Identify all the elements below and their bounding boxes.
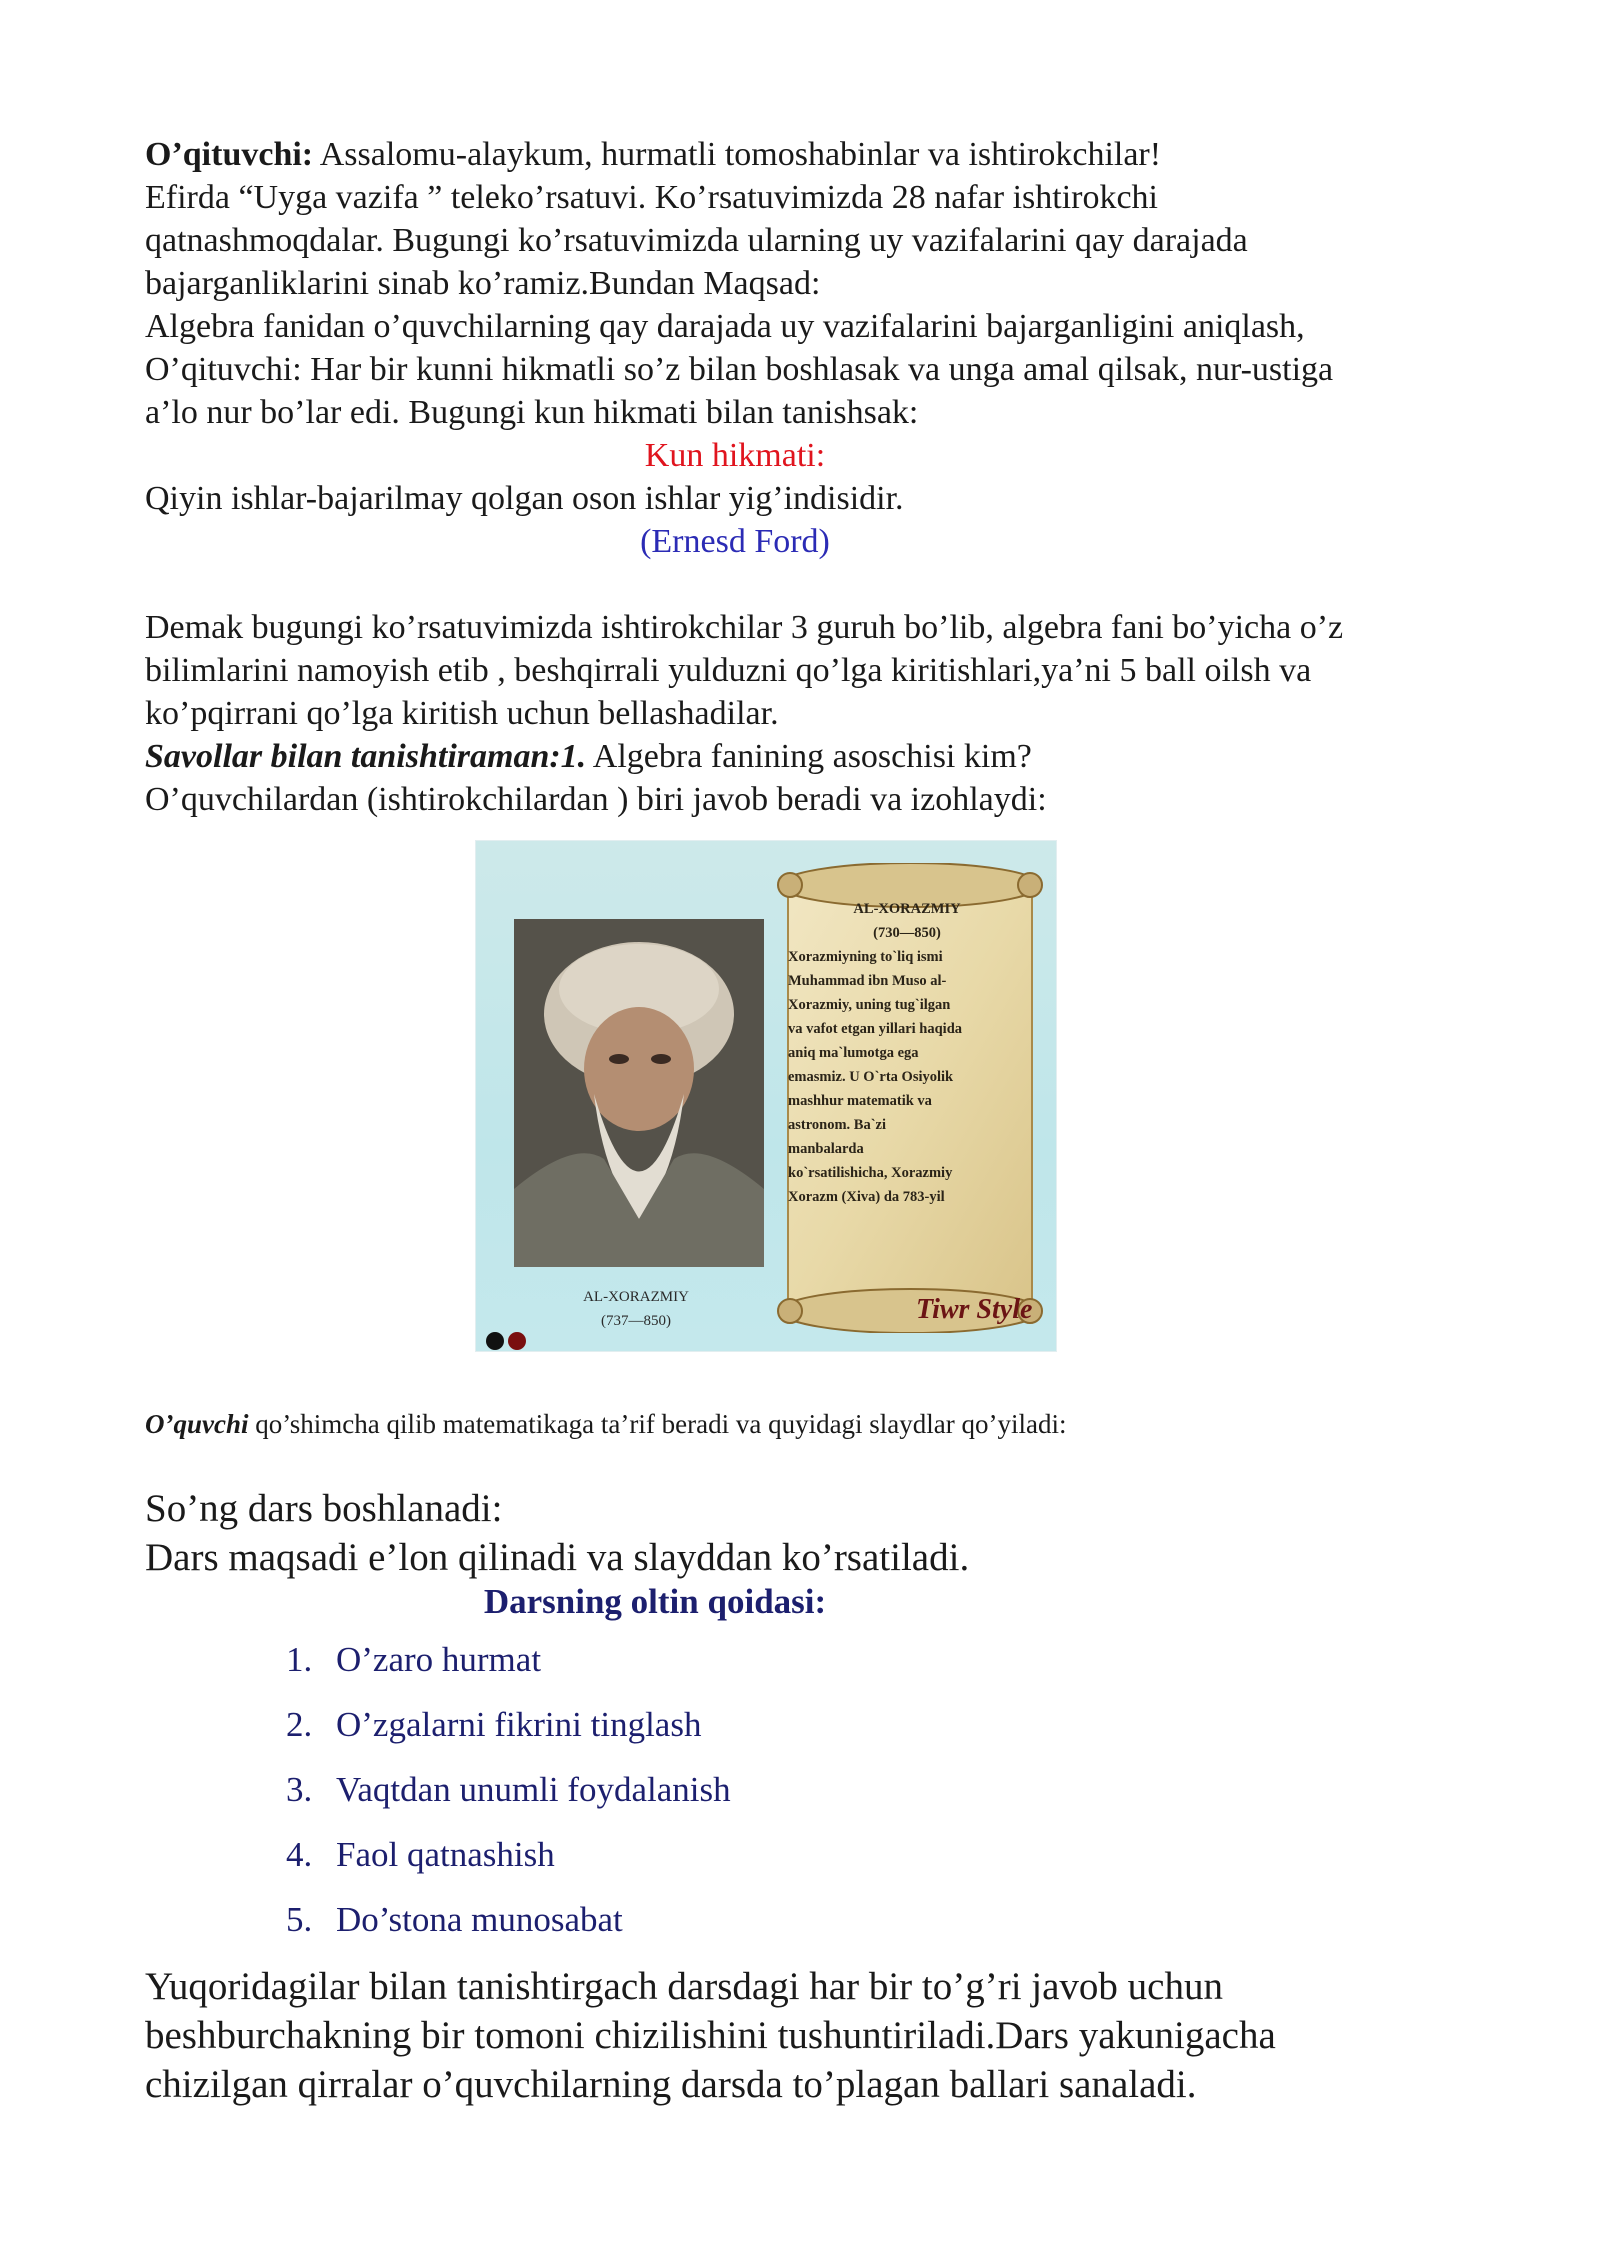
portrait-name: AL-XORAZMIY [583, 1289, 689, 1305]
rule-item [286, 1898, 731, 1963]
play-icon[interactable] [486, 1332, 504, 1350]
scroll-line: mashhur matematik va [788, 1093, 932, 1109]
teacher-label: O’qituvchi: [145, 136, 314, 173]
rule-text: Faol qatnashish [336, 1835, 555, 1874]
question-line [145, 735, 1475, 778]
rule-number: 5. [286, 1900, 313, 1939]
rule-text: Vaqtdan unumli foydalanish [336, 1770, 731, 1809]
rule-text: O’zgalarni fikrini tinglash [336, 1705, 702, 1744]
scroll-line: aniq ma`lumotga ega [788, 1045, 919, 1061]
rule-number: 3. [286, 1770, 313, 1809]
rule-number: 4. [286, 1835, 313, 1874]
scroll-line: Muhammad ibn Muso al- [788, 973, 947, 989]
greeting-text: Assalomu-alaykum, hurmatli tomoshabinlar va ishtirokchilar! [313, 136, 1162, 173]
rule-text: Do’stona munosabat [336, 1900, 623, 1939]
closing-line: beshburchakning bir tomoni chizilishini tushuntiriladi.Dars yakunigacha [145, 2014, 1276, 2057]
scroll-line: manbalarda [788, 1141, 864, 1157]
intro-line: Algebra fanidan o’quvchilarning qay darajada uy vazifalarini bajarganligini aniqlash, [145, 308, 1305, 345]
rule-number: 2. [286, 1705, 313, 1744]
intro-line: bajarganliklarini sinab ko’ramiz.Bundan Maqsad: [145, 265, 821, 302]
competition-line: Demak bugungi ko’rsatuvimizda ishtirokchilar 3 guruh bo’lib, algebra fani bo’yicha o’z [145, 609, 1344, 646]
competition-line: ko’pqirrani qo’lga kiritish uchun bellashadilar. [145, 695, 779, 732]
signature-logo: Tiwr Style [916, 1294, 1033, 1325]
closing-line: Yuqoridagilar bilan tanishtirgach darsdagi har bir to’g’ri javob uchun [145, 1965, 1223, 2008]
golden-rules-list [286, 1638, 731, 1963]
portrait-illustration [514, 919, 764, 1267]
scroll-text [788, 897, 1026, 1209]
questions-label: Savollar bilan tanishtiraman:1. [145, 738, 587, 775]
rule-number: 1. [286, 1640, 313, 1679]
stop-icon[interactable] [508, 1332, 526, 1350]
student-label: O’quvchi [145, 1409, 249, 1439]
scroll-line: Xorazm (Xiva) da 783-yil [788, 1189, 945, 1205]
scroll-line: va vafot etgan yillari haqida [788, 1021, 963, 1037]
intro-line: a’lo nur bo’lar edi. Bugungi kun hikmati bilan tanishsak: [145, 394, 919, 431]
scroll-line: Xorazmiyning to`liq ismi [788, 949, 943, 965]
intro-line: Efirda “Uyga vazifa ” teleko’rsatuvi. Ko’rsatuvimizda 28 nafar ishtirokchi [145, 179, 1158, 216]
rules-title: Darsning oltin qoidasi: [483, 1582, 827, 1621]
scroll-line: Xorazmiy, uning tug`ilgan [788, 997, 951, 1013]
scroll-years: (730—850) [873, 925, 941, 941]
student-note-text: qo’shimcha qilib matematikaga ta’rif beradi va quyidagi slaydlar qo’yiladi: [248, 1409, 1067, 1439]
rule-item [286, 1768, 731, 1833]
intro-line: qatnashmoqdalar. Bugungi ko’rsatuvimizda ularning uy vazifalarini qay darajada [145, 222, 1248, 259]
wisdom-text: Qiyin ishlar-bajarilmay qolgan oson ishlar yig’indisidir. [145, 480, 904, 517]
competition-line: bilimlarini namoyish etib , beshqirrali yulduzni qo’lga kiritishlari,ya’ni 5 ball oilsh va [145, 652, 1312, 689]
portrait-caption [536, 1285, 736, 1333]
scroll-title: AL-XORAZMIY [853, 901, 961, 917]
rule-item [286, 1638, 731, 1703]
blank-line [145, 563, 1475, 606]
portrait-years: (737—850) [601, 1313, 671, 1329]
lesson-line: Dars maqsadi e’lon qilinadi va slayddan ko’rsatiladi. [145, 1536, 970, 1579]
closing-paragraph [145, 1962, 1276, 2109]
answer-line: O’quvchilardan (ishtirokchilardan ) biri javob beradi va izohlaydi: [145, 781, 1047, 818]
wisdom-title: Kun hikmati: [644, 437, 826, 474]
lesson-start [145, 1484, 969, 1582]
question-text: Algebra fanining asoschisi kim? [586, 738, 1032, 775]
wisdom-author: (Ernesd Ford) [640, 523, 830, 560]
closing-line: chizilgan qirralar o’quvchilarning darsda to’plagan ballari sanaladi. [145, 2063, 1197, 2106]
greeting-line [145, 133, 1475, 176]
rule-item [286, 1703, 731, 1768]
intro-line: O’qituvchi: Har bir kunni hikmatli so’z bilan boshlasak va unga amal qilsak, nur-ustiga [145, 351, 1334, 388]
slide-background [475, 840, 1057, 1352]
student-note [145, 1409, 1067, 1440]
rule-item [286, 1833, 731, 1898]
scroll-line: emasmiz. U O`rta Osiyolik [788, 1069, 954, 1085]
scroll-line: astronom. Ba`zi [788, 1117, 887, 1133]
rule-text: O’zaro hurmat [336, 1640, 542, 1679]
scroll-line: ko`rsatilishicha, Xorazmiy [788, 1165, 953, 1181]
al-xorazmiy-figure [465, 825, 1055, 1355]
intro-section [145, 133, 1475, 821]
portrait-image [514, 919, 764, 1267]
lesson-line: So’ng dars boshlanadi: [145, 1487, 503, 1530]
